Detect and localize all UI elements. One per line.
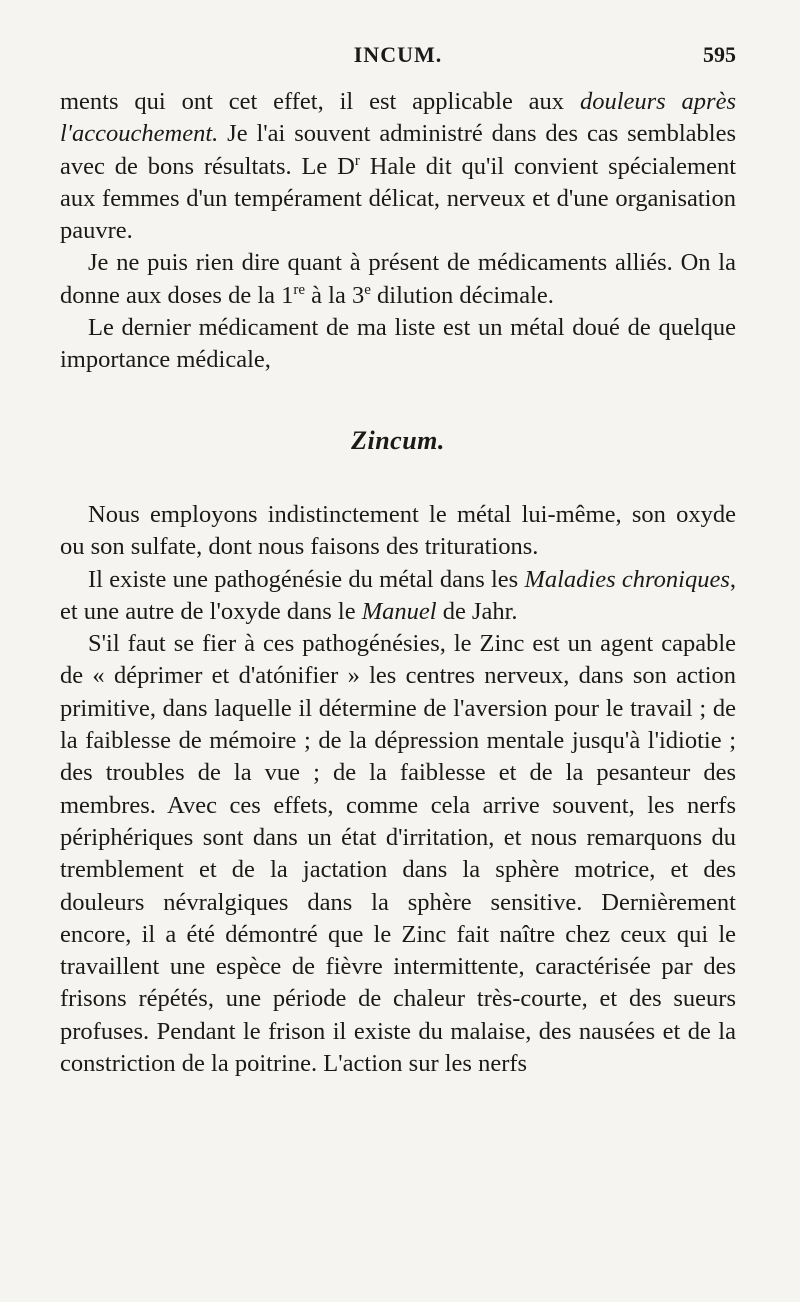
text-run: Je ne puis rien dire quant à présent de médicaments alliés. On la donne aux doses de la 1 <box>60 249 736 309</box>
body-text <box>60 86 736 1080</box>
paragraph <box>60 247 736 312</box>
superscript: e <box>364 281 371 298</box>
paragraph: Le dernier médicament de ma liste est un métal doué de quelque importance médicale, <box>60 314 736 374</box>
text-run: dilution décimale. <box>370 281 554 309</box>
text-run: , et une autre de l'oxyde dans le <box>60 565 736 625</box>
text-run: à la 3 <box>305 281 365 309</box>
superscript: re <box>293 281 306 298</box>
running-title: INCUM. <box>353 42 443 67</box>
paragraph: Nous employons indistinctement le métal lui-même, son oxyde ou son sulfate, dont nous faisons des triturations. <box>60 500 736 561</box>
text-run: Il existe une pathogénésie du métal dans les <box>88 565 525 593</box>
paragraph-continuation <box>60 86 736 247</box>
paragraph <box>60 564 736 629</box>
text-run: de Jahr. <box>436 597 518 625</box>
italic-run: douleurs après l'accouchement. <box>60 88 736 148</box>
italic-run: Maladies chroniques <box>524 565 730 593</box>
italic-run: Manuel <box>361 597 437 625</box>
text-run: Hale dit qu'il convient spécialement aux femmes d'un tempérament délicat, nerveux et d'une organisation pauvre. <box>60 152 737 245</box>
paragraph: S'il faut se fier à ces pathogénésies, le Zinc est un agent capable de « déprimer et d'atónifier » les centres nerveux, dans son action primitive, dans laquelle il détermine de l'aversion pour le travail ; de la faiblesse de mémoire ; de la dépression mentale jusqu'à l'idiotie ; des troubles de la vue ; de la faiblesse et de la pesanteur des membres. Avec ces effets, comme cela arrive souvent, les nerfs périphériques sont dans un état d'irritation, et nous remarquons du tremblement et de la jactation dans la sphère motrice, et des douleurs névralgiques dans la sphère sensitive. Dernièrement encore, il a été démontré que le Zinc fait naître chez ceux qui le travaillent une espèce de fièvre intermittente, caractérisée par des frisons répétés, une période de chaleur très-courte, et des sueurs profuses. Pendant le frison il existe du malaise, des nausées et de la constriction de la poitrine. L'action sur les nerfs <box>60 630 736 1078</box>
text-run: ments qui ont cet effet, il est applicable aux <box>60 88 580 115</box>
text-run: Je l'ai souvent administré dans des cas semblables avec de bons résultats. Le D <box>60 120 736 180</box>
page-number: 595 <box>703 42 736 67</box>
superscript: r <box>354 152 360 169</box>
section-heading: Zincum. <box>351 425 445 455</box>
running-head <box>60 42 736 76</box>
